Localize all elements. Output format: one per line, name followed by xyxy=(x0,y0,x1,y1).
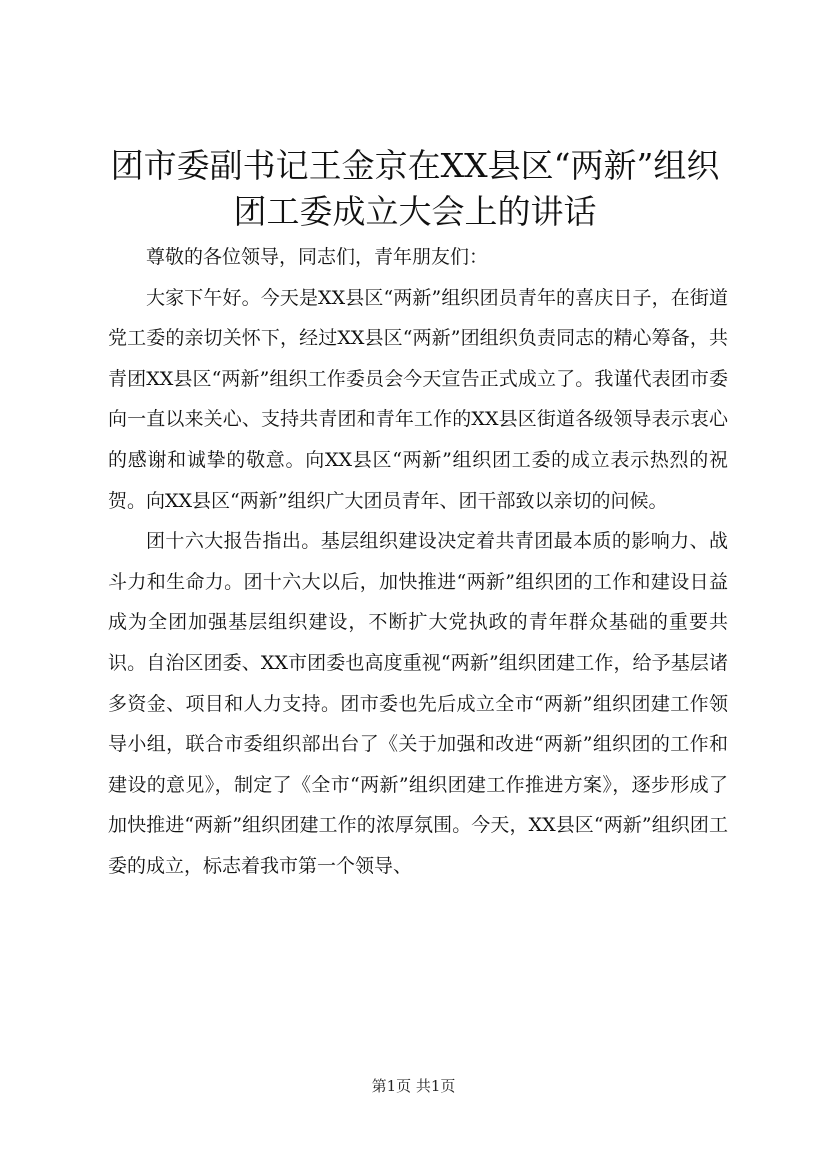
document-body xyxy=(108,237,728,887)
document-title xyxy=(90,143,740,235)
title-line-1: 团市委副书记王金京在XX县区“两新”组织 xyxy=(110,146,720,185)
body-paragraph-1: 大家下午好。今天是XX县区“两新”组织团员青年的喜庆日子，在街道党工委的亲切关怀下，经过XX县区“两新”团组织负责同志的精心筹备，共青团XX县区“两新”组织工作委员会今天宣告正式成立了。我谨代表团市委向一直以来关心、支持共青团和青年工作的XX县区街道各级领导表示衷心的感谢和诚挚的敬意。向XX县区“两新”组织团工委的成立表示热烈的祝贺。向XX县区“两新”组织广大团员青年、团干部致以亲切的问候。 xyxy=(108,286,728,512)
page-footer: 第1页 共1页 xyxy=(371,1077,456,1095)
title-line-2: 团工委成立大会上的讲话 xyxy=(233,192,597,231)
body-paragraph-2: 团十六大报告指出。基层组织建设决定着共青团最本质的影响力、战斗力和生命力。团十六大以后，加快推进“两新”组织团的工作和建设日益成为全团加强基层组织建设，不断扩大党执政的青年群众基础的重要共识。自治区团委、XX市团委也高度重视“两新”组织团建工作，给予基层诸多资金、项目和人力支持。团市委也先后成立全市“两新”组织团建工作领导小组，联合市委组织部出台了《关于加强和改进“两新”组织团的工作和建设的意见》，制定了《全市“两新”组织团建工作推进方案》，逐步形成了加快推进“两新”组织团建工作的浓厚氛围。今天，XX县区“两新”组织团工委的成立，标志着我市第一个领导、 xyxy=(108,530,728,877)
salutation-paragraph: 尊敬的各位领导，同志们，青年朋友们： xyxy=(146,246,489,268)
